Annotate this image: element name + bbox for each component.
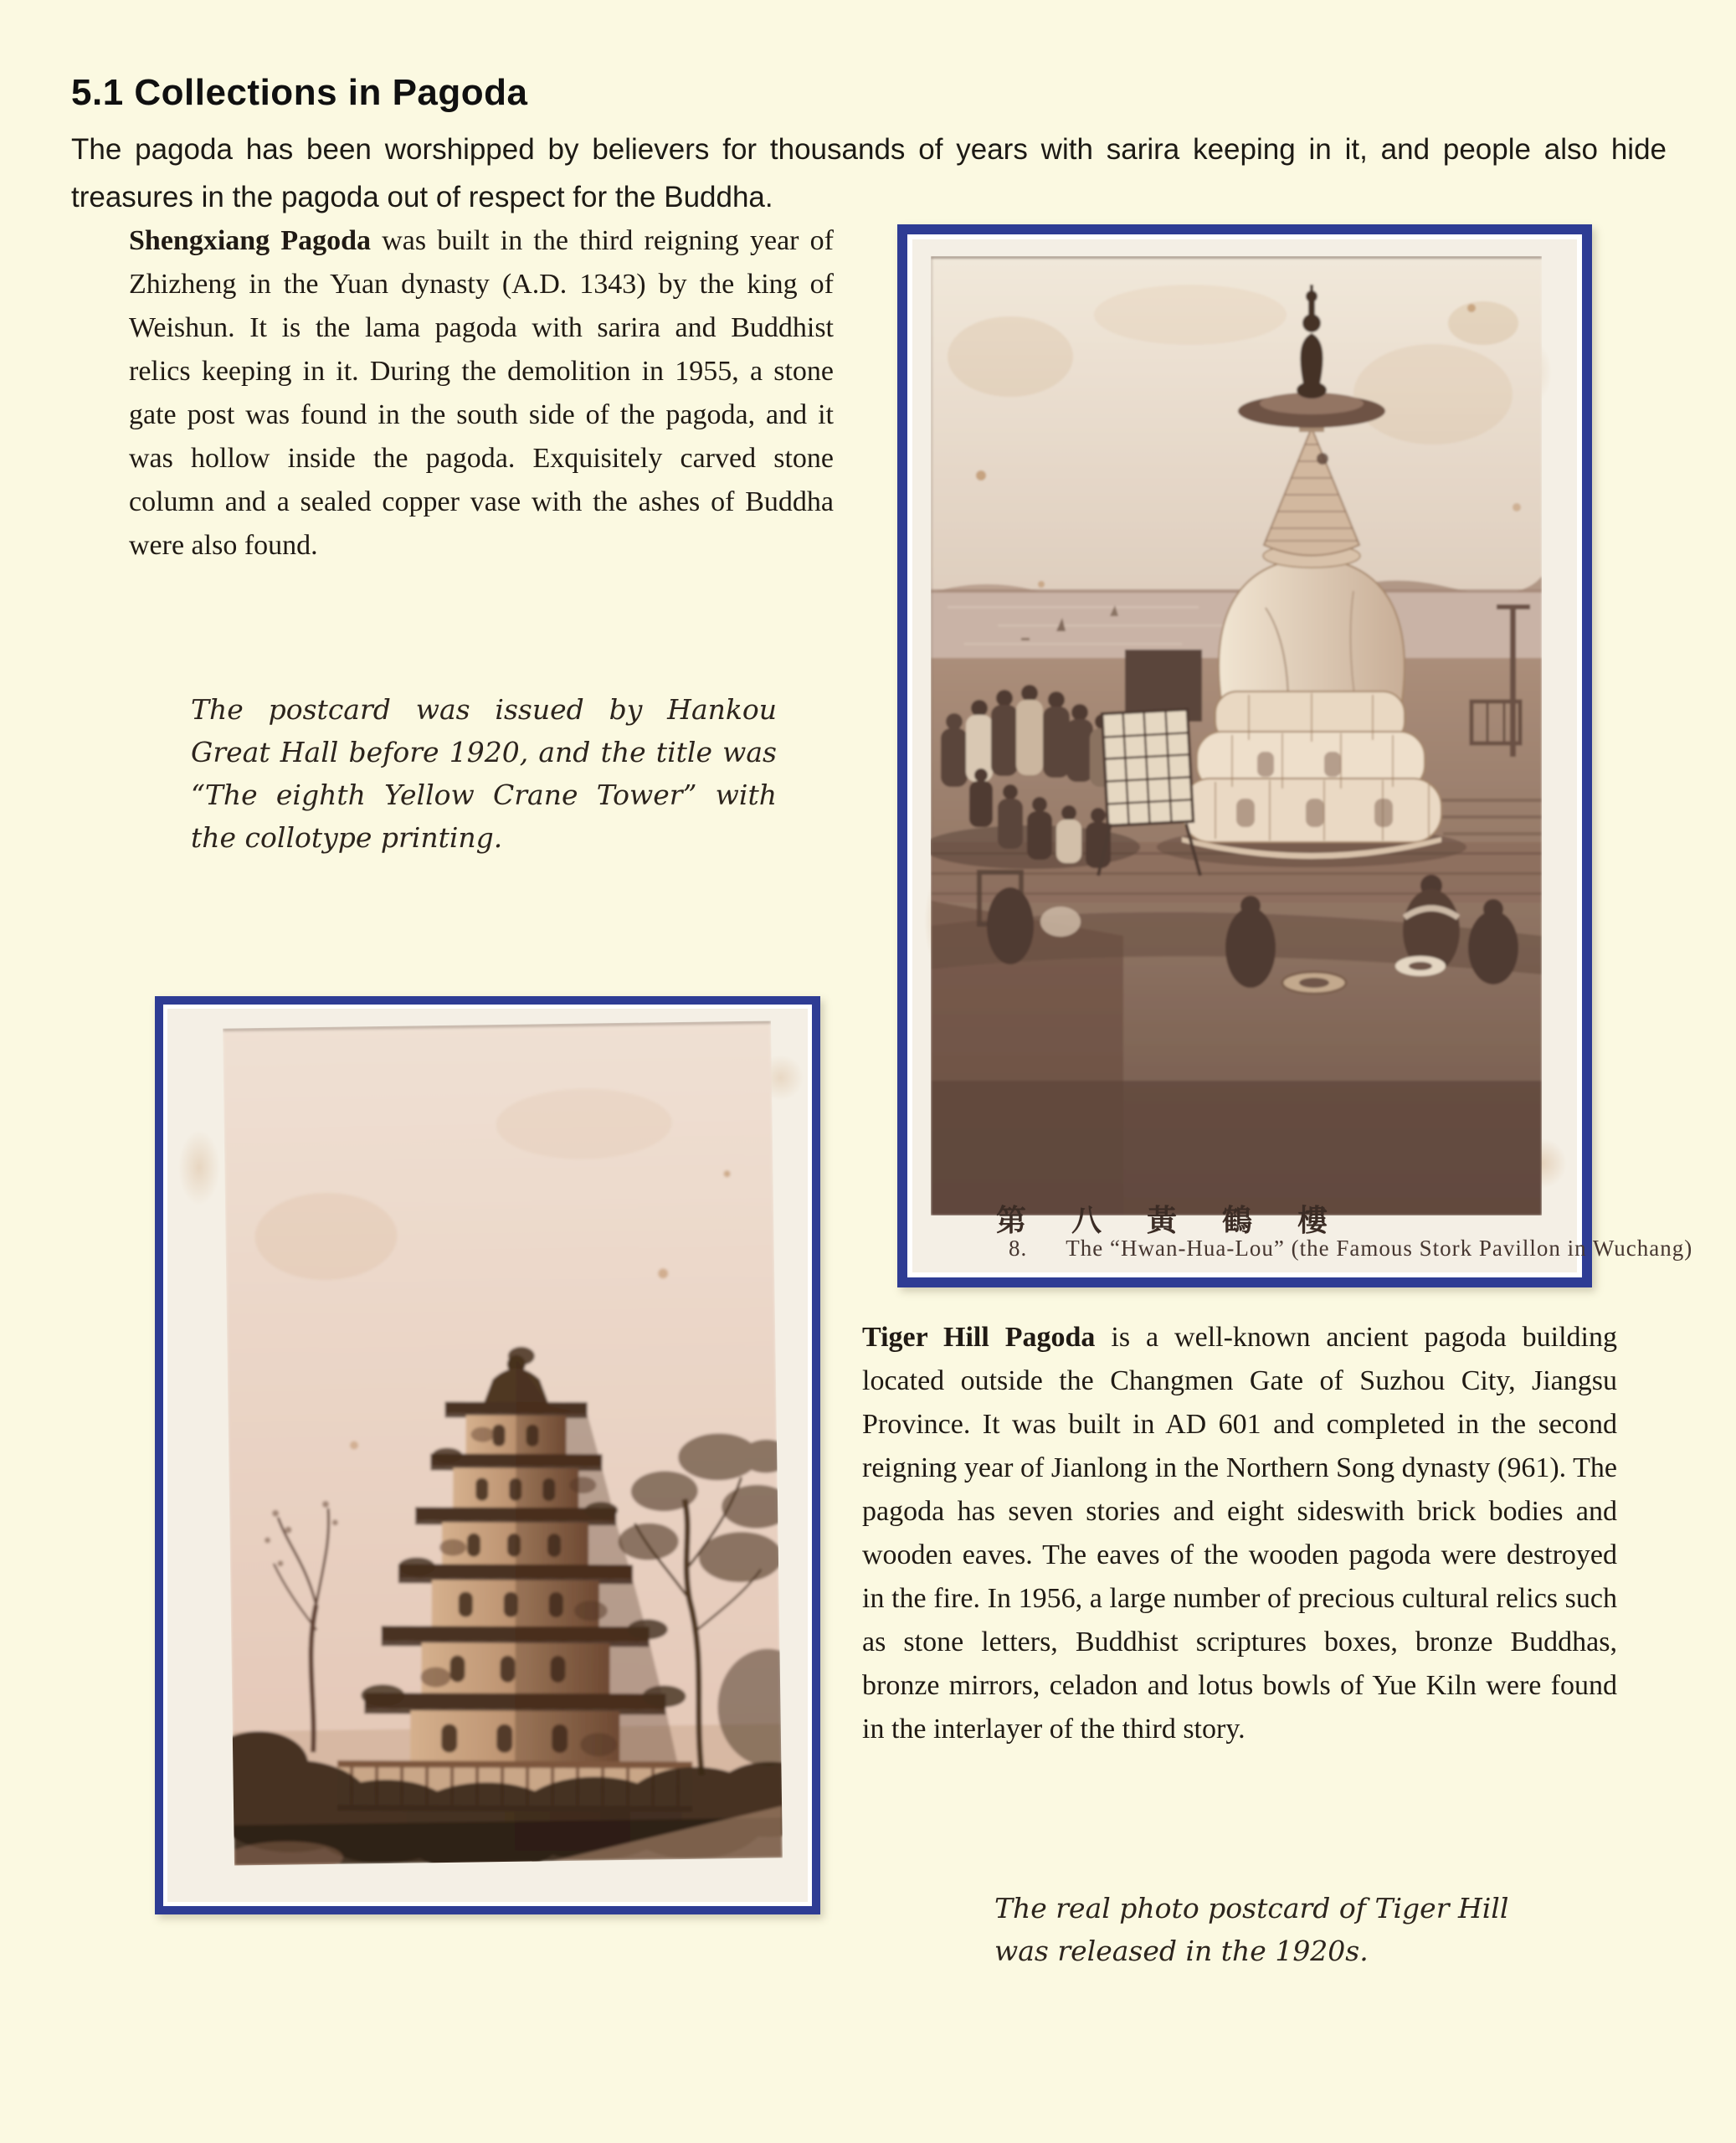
postcard-caption-number: 8. [1009,1236,1028,1261]
shengxiang-lead: Shengxiang Pagoda [129,225,372,256]
tigerhill-photo-illustration [223,1020,783,1865]
shengxiang-paragraph [129,219,834,568]
postcard-chinese-title: 第八黃鶴樓 [996,1204,1374,1237]
stupa-photo [931,256,1542,1215]
shengxiang-body: was built in the third reigning year of Zhizheng in the Yuan dynasty (A.D. 1343) by the king of Weishun. It is the lama pagoda with sarira and Buddhist relics keeping in it. During the demolition in 1955, a stone gate post was found in the south side of the pagoda, and it was hollow inside the pagoda. Exquisitely carved stone column and a sealed copper vase with the ashes of Buddha were also found. [129,225,834,561]
caption-hankou: The postcard was issued by Hankou Great Hall before 1920, and the title was “The eighth Yellow Crane Tower” with the collotype printing. [191,693,777,854]
tigerhill-lead: Tiger Hill Pagoda [862,1322,1096,1353]
postcard-tigerhill-frame [155,996,820,1914]
postcard-english-caption [1009,1236,1692,1262]
section-title: 5.1 Collections in Pagoda [71,72,528,113]
tigerhill-photo [223,1020,783,1865]
postcard-caption-text: The “Hwan-Hua-Lou” (the Famous Stork Pavillon in Wuchang) [1066,1236,1693,1261]
caption-tigerhill: The real photo postcard of Tiger Hill was released in the 1920s. [994,1892,1509,1967]
postcard-stupa-frame [897,224,1693,1287]
tigerhill-paragraph [862,1316,1617,1751]
stupa-photo-illustration [931,256,1542,1215]
intro-paragraph: The pagoda has been worshipped by believers for thousands of years with sarira keeping in it, and people also hide treasures in the pagoda out of respect for the Buddha. [71,133,1667,213]
foxing-stain [178,1130,220,1205]
tigerhill-body: is a well-known ancient pagoda building located outside the Changmen Gate of Suzhou City, Jiangsu Province. It was built in AD 601 and completed in the second reigning year of Jianlong in the Northern Song dynasty (961). The pagoda has seven stories and eight sideswith brick bodies and wooden eaves. The eaves of the wooden pagoda were destroyed in the fire. In 1956, a large number of precious cultural relics such as stone letters, Buddhist scriptures boxes, bronze Buddhas, bronze mirrors, celadon and lotus bowls of Yue Kiln were found in the interlayer of the third story. [862,1322,1617,1745]
